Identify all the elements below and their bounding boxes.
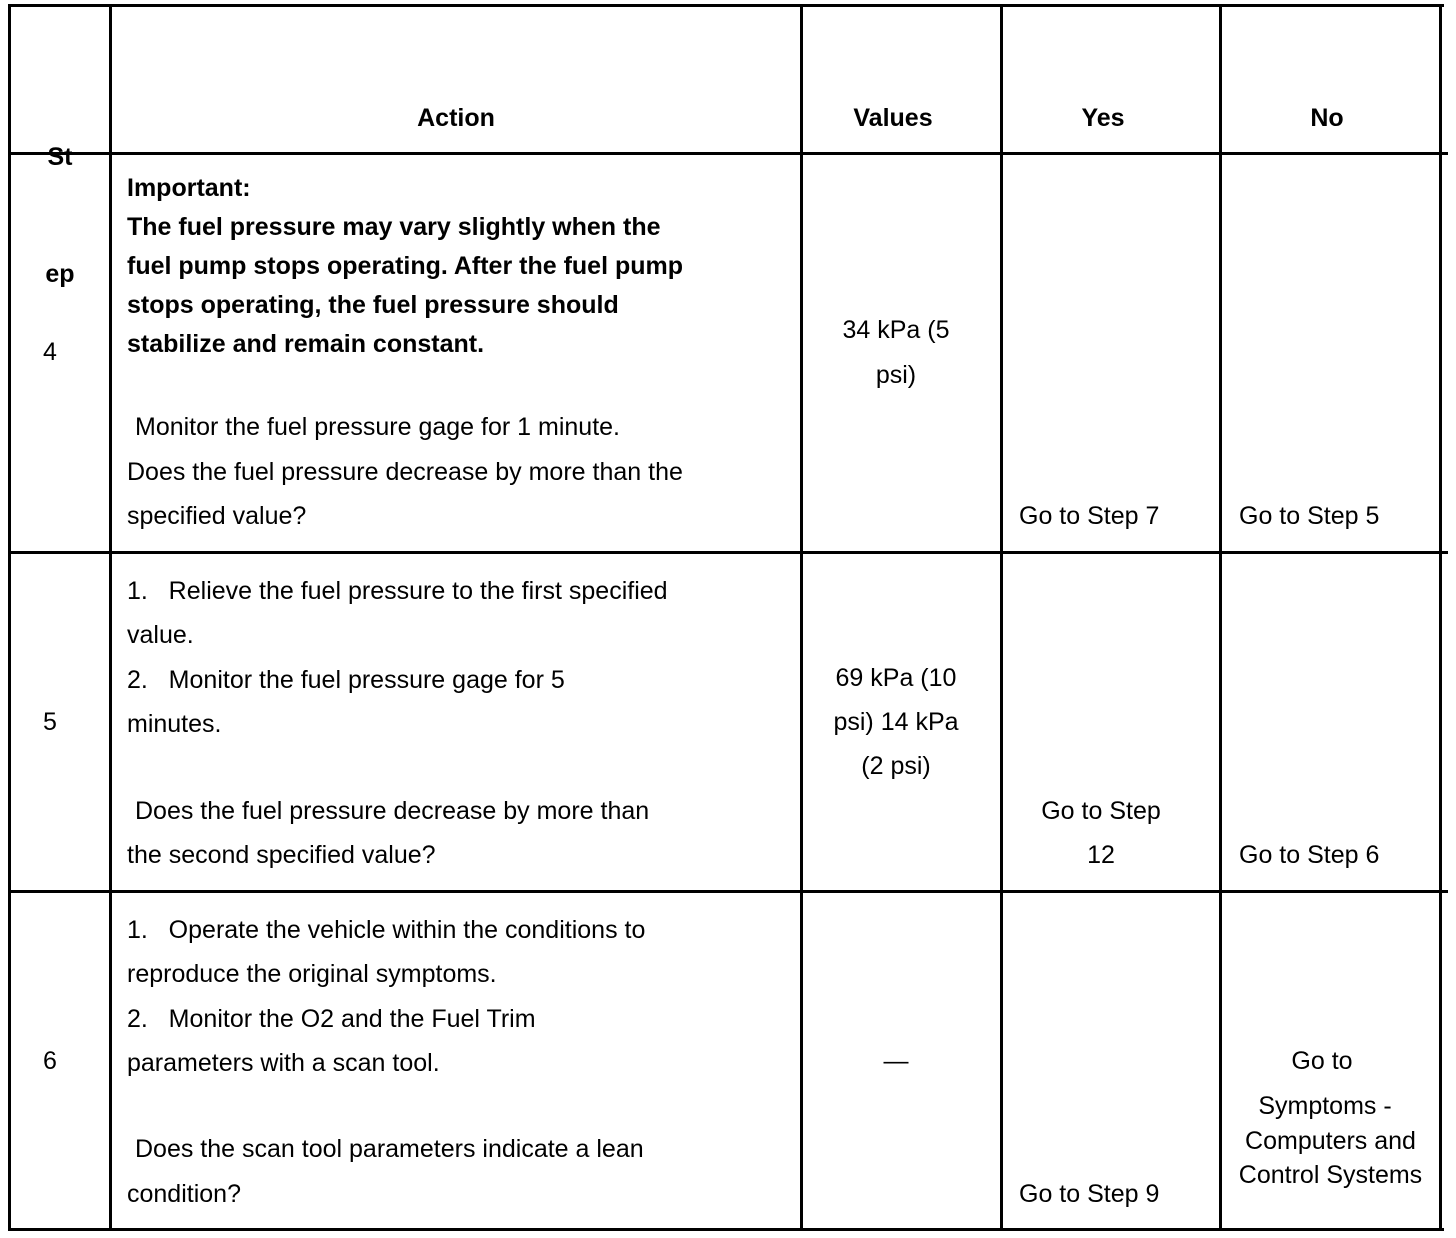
no-outcome: Control Systems [1238,1161,1423,1189]
value-line: 34 kPa (5 [842,316,950,344]
action-line: condition? [127,1180,241,1208]
value-line: psi) [875,361,917,389]
header-step-line: ep [45,260,75,288]
header-values: Values [853,104,933,132]
step-number: 4 [43,338,57,366]
action-line: Does the scan tool parameters indicate a lean [135,1135,644,1163]
header-step-line: St [47,143,73,171]
important-note-line: stops operating, the fuel pressure should [127,291,619,319]
header-divider [8,152,1448,155]
important-note-line: The fuel pressure may vary slightly when the [127,213,661,241]
no-outcome: Go to [1291,1047,1353,1075]
step-number: 5 [43,708,57,736]
action-line: the second specified value? [127,841,436,869]
action-line: minutes. [127,710,222,738]
table-border-right [1439,4,1442,1231]
header-step [12,60,108,372]
action-line: Monitor the fuel pressure gage for 1 minute. [135,413,620,441]
header-action: Action [417,104,495,132]
action-line: 2. Monitor the O2 and the Fuel Trim [127,1005,536,1033]
row-divider [8,551,1448,554]
column-divider [1000,4,1003,1231]
value-line: — [883,1047,909,1075]
action-line: parameters with a scan tool. [127,1049,440,1077]
table-border-top [8,4,1444,7]
yes-outcome: Go to Step 7 [1019,502,1160,530]
row-divider [8,890,1448,893]
action-line: reproduce the original symptoms. [127,960,497,988]
value-line: 69 kPa (10 [835,664,957,692]
yes-outcome: Go to Step 9 [1019,1180,1160,1208]
table-border-left [8,4,11,1231]
important-label: Important: [127,174,251,202]
action-line: 1. Relieve the fuel pressure to the first specified [127,577,668,605]
table-border-bottom [8,1228,1444,1231]
action-line: Does the fuel pressure decrease by more than the [127,458,683,486]
action-line: value. [127,621,194,649]
yes-outcome: Go to Step [1041,797,1161,825]
important-note-line: fuel pump stops operating. After the fuel pump [127,252,684,280]
header-yes: Yes [1081,104,1125,132]
no-outcome: Symptoms - [1258,1092,1392,1120]
no-outcome: Go to Step 6 [1239,841,1380,869]
important-note-line: stabilize and remain constant. [127,330,485,358]
action-line: 2. Monitor the fuel pressure gage for 5 [127,666,565,694]
value-line: (2 psi) [861,752,931,780]
value-line: psi) 14 kPa [833,708,959,736]
column-divider [109,4,112,1231]
header-no: No [1310,104,1344,132]
no-outcome: Computers and [1245,1127,1416,1155]
action-line: Does the fuel pressure decrease by more than [135,797,650,825]
step-number: 6 [43,1047,57,1075]
action-line: 1. Operate the vehicle within the conditions to [127,916,646,944]
yes-outcome: 12 [1087,841,1115,869]
no-outcome: Go to Step 5 [1239,502,1380,530]
action-line: specified value? [127,502,307,530]
